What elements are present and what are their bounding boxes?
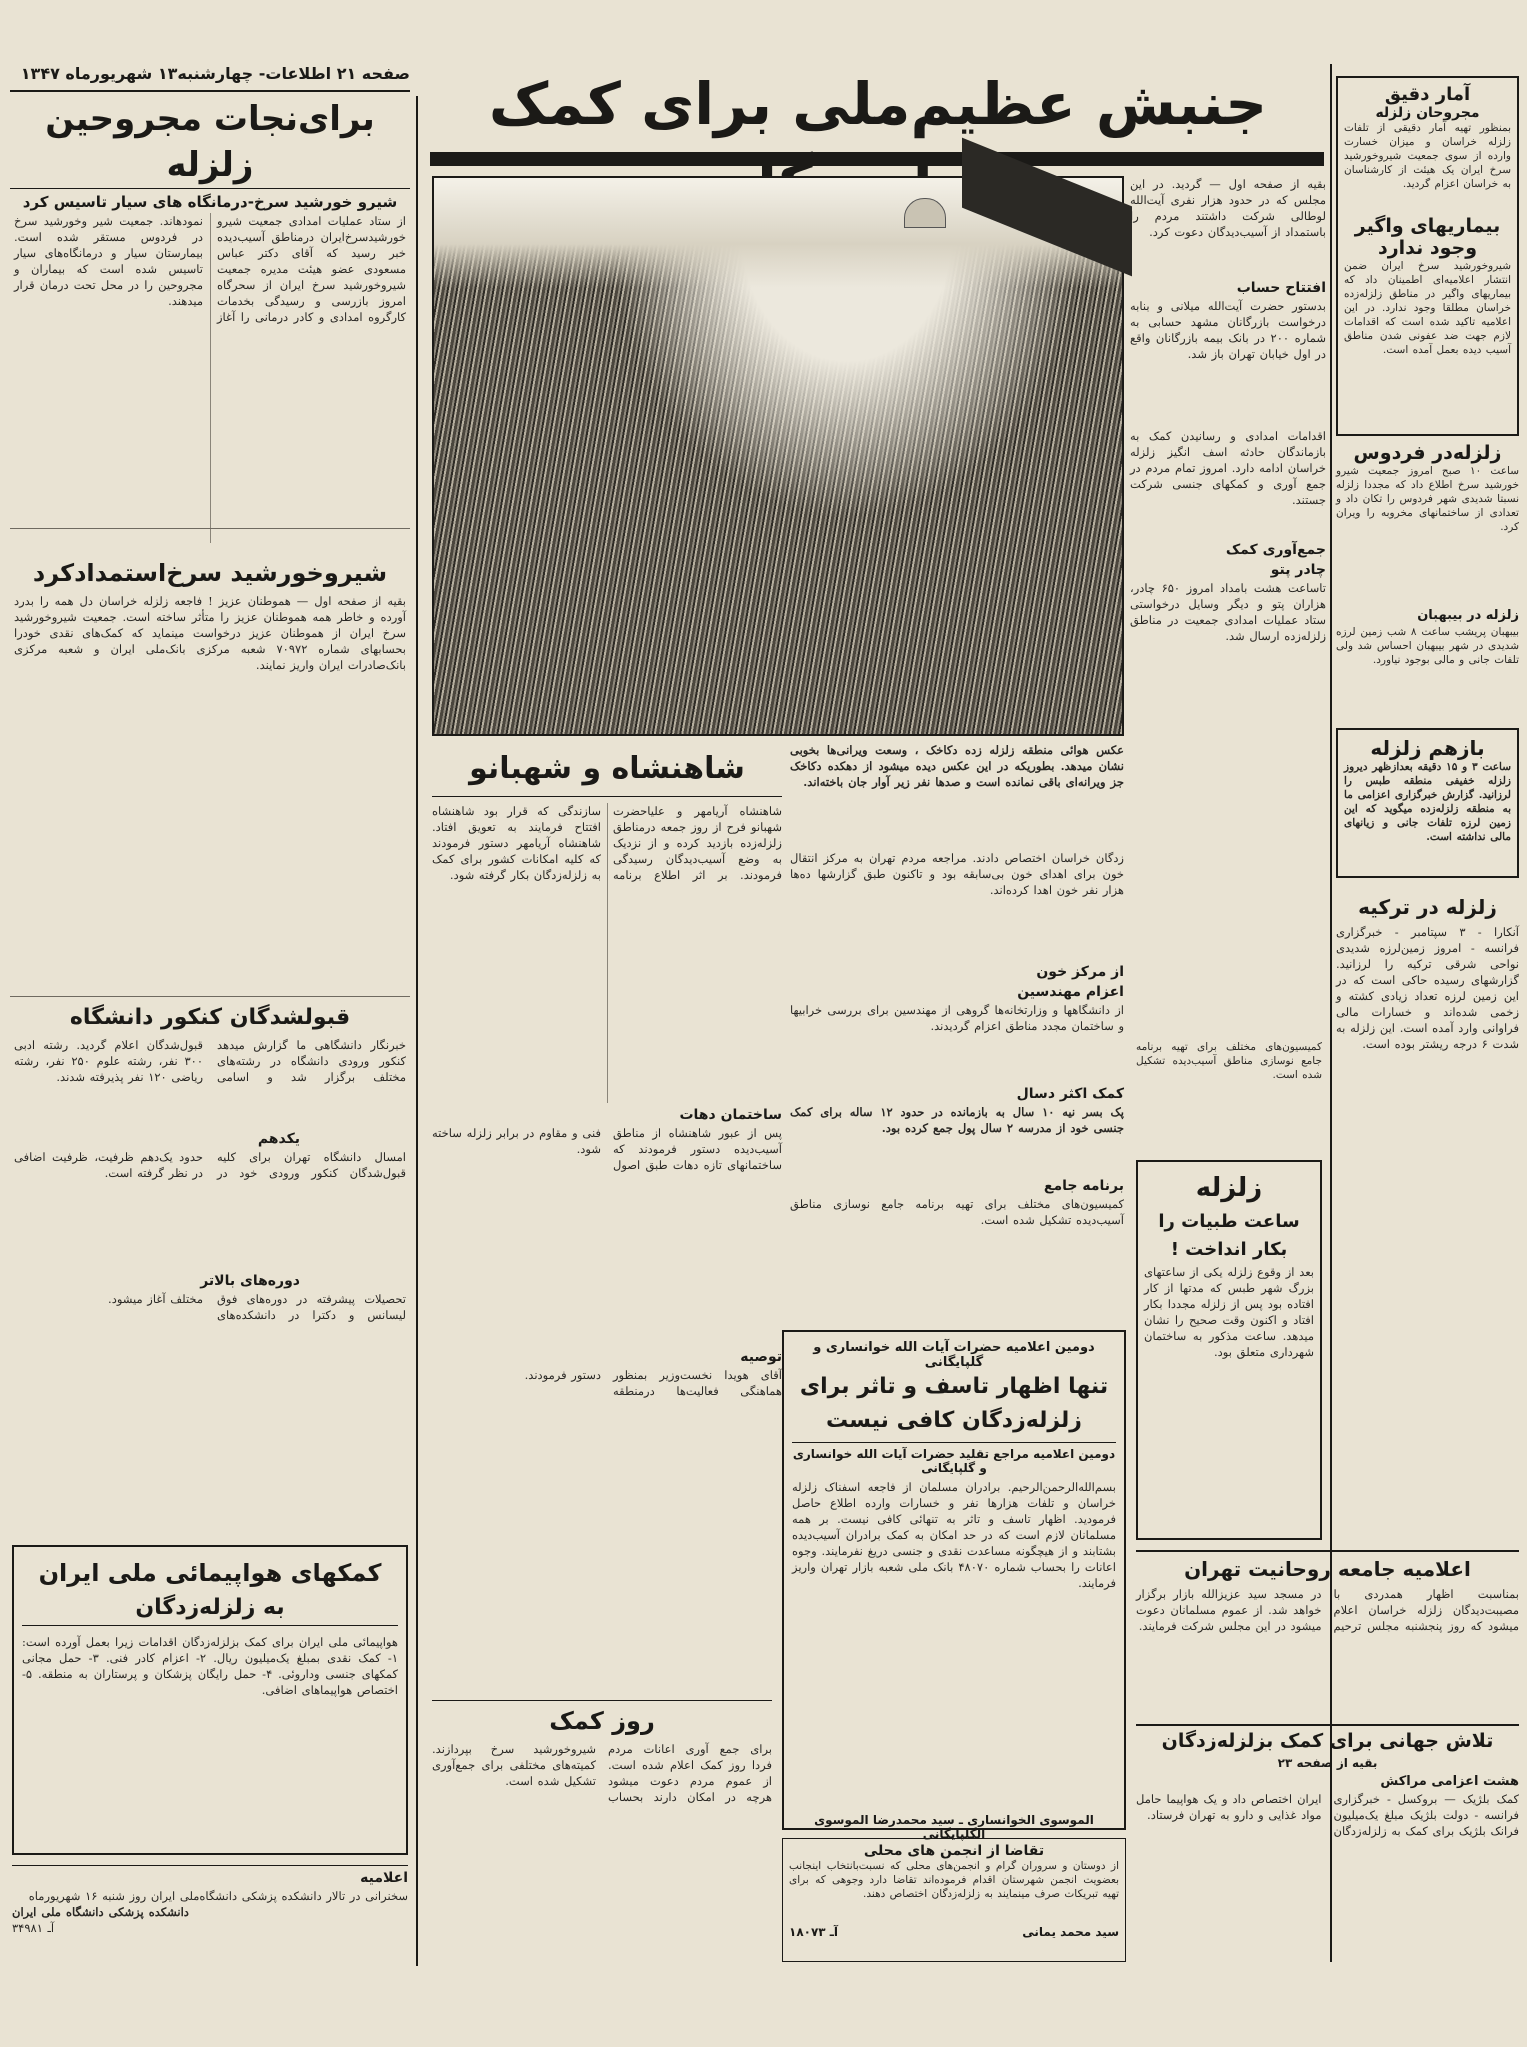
council-title: اعلامیه جامعه روحانیت تهران [1184, 1557, 1471, 1581]
turkey-body: آنکارا - ۳ سپتامبر - خبرگزاری فرانسه - امروز زمین‌لرزه شدیدی نواحی شرقی ترکیه را لرزانید. گزارشهای رسیده حاکی است که در این زمین لرزه تعداد زیادی کشته و زخمی شده‌اند و خسارات مالی فراوانی وارد آمده است. این زلزله به شدت ۶ درجه ریشتر بوده است. [1336, 925, 1519, 1051]
left-exam-title: قبولشدگان کنکور دانشگاه [69, 1005, 351, 1030]
middle-body: کمیسیون‌های مختلف برای تهیه برنامه جامع نوسازی مناطق آسیب‌دیده تشکیل شده است. [1136, 1041, 1322, 1081]
shah-body: شاهنشاه آریامهر و علیاحضرت شهبانو فرح از روز جمعه درمناطق زلزله‌زده بازدید کرده و از نزدیک به وضع آسیب‌دیدگان رسیدگی فرمودند. بر اثر اطلاع برنامه سازندگی که قرار بود شاهنشاه افتتاح فرمایند به تعویق افتاد. شاهنشاه آریامهر دستور فرمودند که کلیه امکانات کشور برای کمک به زلزله‌زدگان بکار گرفته شود. [432, 804, 782, 882]
stats-box [1336, 76, 1519, 436]
main-headline: جنبش عظیم‌ملی برای کمک [488, 70, 1268, 138]
middle-sub-heading: از مرکز خون [1036, 964, 1124, 980]
page-header-line [10, 64, 410, 92]
association-footer [789, 1925, 1119, 1939]
divider [10, 996, 410, 997]
help-day-body: برای جمع آوری اعانات مردم فردا روز کمک اعلام شده است. از عموم مردم دعوت میشود هرچه در امکان دارند بحساب شیروخورشید سرخ بپردازند. کمیته‌های مختلفی برای جمع‌آوری تشکیل شده است. [432, 1742, 772, 1804]
again-quake-box [1336, 728, 1519, 878]
left-sub-heading: دوره‌های بالاتر [200, 1273, 300, 1289]
middle-body: از دانشگاهها و وزارتخانه‌ها گروهی از مهندسین برای بررسی خرابیها و ساختمان مجدد مناطق اعزام گردیدند. [790, 1003, 1124, 1033]
middle-sub-heading: اعزام مهندسین [1017, 984, 1124, 1000]
page-info: صفحه ۲۱ اطلاعات- چهارشنبه۱۳ شهریورماه ۱۳۴۷ [20, 64, 410, 83]
association-notice [782, 1838, 1126, 1962]
airline-body: هواپیمائی ملی ایران برای کمک بزلزله‌زدگان اقدامات زیرا بعمل آورده است: ۱- کمک نقدی بمبلغ یک‌میلیون ریال. ۲- اعزام کادر فنی. ۳- حمل مجانی کمکهای جنسی وداروئی. ۴- حمل رایگان پزشکان و پرستاران به منطقه. ۵- اختصاص هواپیماهای اضافی. [22, 1635, 398, 1697]
left-lead-subtitle: شیرو خورشید سرخ-درمانگاه های سیار تاسیس کرد [22, 193, 398, 211]
middle-body: زدگان خراسان اختصاص دادند. مراجعه مردم تهران به مرکز انتقال خون برای اهدای خون بی‌سابقه بود و تاکنون طبق گزارشها ده‌ها هزار نفر خون اهدا کرده‌اند. [790, 851, 1124, 897]
headline-rule [430, 152, 1324, 166]
center-column [1130, 176, 1326, 1036]
shah-section [432, 742, 782, 1692]
global-aid [1136, 1724, 1519, 1962]
left-sub-body: امسال دانشگاه تهران برای کلیه قبول‌شدگان کنکور ورودی خود در حدود یک‌دهم ظرفیت، ظرفیت اضافی در نظر گرفته است. [14, 1150, 406, 1180]
left-bottom-notice [12, 1865, 408, 1965]
turkey-section [1336, 890, 1519, 1420]
epidemic-title-2: وجود ندارد [1377, 237, 1478, 259]
epidemic-body: شیروخورشید سرخ ایران ضمن انتشار اعلامیه‌ای اطمینان داد که بیماریهای واگیر در مناطق زلزله‌زده خراسان مطلقا وجود ندارد. در این اعلامیه تاکید شده است که اقدامات لازم جهت ضد عفونی شدن مناطق آسیب دیده بعمل آمده است. [1344, 260, 1511, 356]
global-title: تلاش جهانی برای کمک بزلزله‌زدگان [1161, 1730, 1494, 1752]
aerial-photo [432, 176, 1124, 736]
left-sub-heading: یکدهم [257, 1131, 300, 1147]
airline-title-2: به زلزله‌زدگان [22, 1591, 398, 1626]
clock-body: بعد از وقوع زلزله یکی از ساعتهای بزرگ شهر طبس که مدتها از کار افتاده بود پس از زلزله مجددا بکار افتاد و اکنون وقت صحیح را نشان میدهد. ساعت مذکور به ساختمان شهرداری متعلق بود. [1144, 1265, 1314, 1359]
turkey-title: زلزله در ترکیه [1358, 895, 1497, 919]
center-body: بدستور حضرت آیت‌الله میلانی و بنابه درخواست بازرگانان مشهد حسابی به شماره ۲۰۰ در بانک بیمه بازرگانان واقع در اول خیابان تهران باز شد. [1130, 299, 1326, 361]
stats-title: آمار دقیق [1384, 84, 1471, 105]
clergy-body: بسم‌الله‌الرحمن‌الرحیم. برادران مسلمان از فاجعه اسفناک زلزله خراسان و تلفات هزارها نفر و خسارات وارده اطلاع حاصل فرمودید. اظهار تاسف و تاثر به تنهائی کافی نیست. بر همه مسلمانان لازم است که در حد امکان به کمک برادران آسیب‌دیده بشتابند و از هیچگونه مساعدت نقدی و جنسی دریغ نفرمایند. وجوه اعانات را بحساب شماره ۴۸۰۷۰ بانک ملی شعبه بازار تهران واریز فرمایند. [792, 1480, 1116, 1590]
middle-lower-column [790, 850, 1124, 1320]
left-red-lion-title: شیروخورشید سرخ‌استمدادکرد [32, 559, 388, 587]
ferdous-title: زلزله‌در فردوس [1353, 442, 1502, 464]
shah-body-3: آقای هویدا نخست‌وزیر بمنظور هماهنگی فعالیت‌ها درمنطقه دستور فرمودند. [524, 1368, 782, 1398]
stats-body: بمنظور تهیه آمار دقیقی از تلفات زلزله خراسان و میزان خسارت وارده از سوی جمعیت شیروخورشید سرخ ایران یک هیئت از کارشناسان به خراسان اعزام گردید. [1344, 122, 1511, 190]
clock-box [1136, 1160, 1322, 1540]
global-subtitle: بقیه از صفحه ۲۳ [1277, 1756, 1378, 1770]
center-sub-heading: افتتاح حساب [1236, 280, 1326, 296]
clergy-council [1136, 1550, 1519, 1720]
help-day-title: روز کمک [549, 1707, 655, 1735]
bib-body: بیبهبان پریشب ساعت ۸ شب زمین لرزه شدیدی در شهر بیبهبان احساس شد ولی تلفات جانی و مالی بوجود نیاورد. [1336, 626, 1519, 666]
clergy-signature: الموسوی الخوانساری ـ سید محمدرضا الموسوی الگلپایگانی [814, 1813, 1094, 1841]
association-title: تقاضا از انجمن های محلی [863, 1843, 1045, 1859]
left-lead-body: از ستاد عملیات امدادی جمعیت شیرو خورشیدسرخ‌ایران درمناطق آسیب‌دیده خبر رسید که آقای دکتر عباس مسعودی عضو هیئت مدیره جمعیت شیروخورشید سرخ ایران از سحرگاه امروز بازرسی و رسیدگی بخدمات کارگروه امدادی و کادر درمانی را آغاز نمودهاند. جمعیت شیر وخورشید سرخ در فردوس مستقر شده است. بیمارستان سیار و درمانگاه‌های سیار تاسیس شده است که بیماران و مجروحین را در محل تحت درمان قرار میدهند. [14, 214, 406, 324]
stats-subtitle: مجروحان زلزله [1375, 105, 1480, 121]
help-day-column [432, 1700, 772, 1960]
left-notice-footer: دانشکده پزشکی دانشگاه ملی ایران [12, 1905, 189, 1919]
council-body: بمناسبت اظهار همدردی با مصیبت‌دیدگان زلزله خراسان اعلام میشود که روز پنجشنبه مجلس ترحیم در مسجد سید عزیزالله بازار برگزار خواهد شد. از عموم مسلمانان دعوت میشود در این مجلس شرکت فرمایند. [1136, 1587, 1519, 1633]
global-sub-heading: هشت اعزامی مراکش [1380, 1774, 1519, 1789]
center-intro: بقیه از صفحه اول — گردید. در این مجلس که در حدود هزار نفری آیت‌الله لوطالی شرکت داشتند مردم را باستمداد از آسیب‌دیدگان دعوت کرد. [1130, 177, 1326, 239]
column-divider [416, 96, 418, 1966]
middle-sub-heading: برنامه جامع [1043, 1178, 1124, 1194]
middle-body: کمیسیون‌های مختلف برای تهیه برنامه جامع نوسازی مناطق آسیب‌دیده تشکیل شده است. [790, 1197, 1124, 1227]
center-sub-heading: جمع‌آوری کمک [1225, 542, 1326, 558]
airline-aid-box [12, 1545, 408, 1855]
again-body: ساعت ۳ و ۱۵ دقیقه بعدازظهر دیروز زلزله خفیفی منطقه طبس را لرزانید. گزارش خبرگزاری اعزامی ما به منطقه زلزله‌زده میگوید که این زمین لرزه تلفات جانی و زیانهای مالی نداشته است. [1344, 761, 1511, 843]
clock-title: زلزله [1195, 1173, 1263, 1203]
clergy-announcement [782, 1330, 1126, 1841]
ferdous-body: ساعت ۱۰ صبح امروز جمعیت شیرو خورشید سرخ اطلاع داد که مجددا زلزله نسبتا شدیدی شهر فردوس را تکان داد و تعدادی از ساختمانهای مخروبه را ویران کرد. [1336, 465, 1519, 533]
middle-body: پک بسر نیه ۱۰ سال به بازمانده در حدود ۱۲ ساله برای کمک جنسی خود از مدرسه ۲ سال پول جمع کرده بود. [790, 1105, 1124, 1135]
shah-sub-heading: ساختمان دهات [679, 1107, 782, 1123]
left-sub-body: تحصیلات پیشرفته در دوره‌های فوق لیسانس و دکترا در دانشکده‌های مختلف آغاز میشود. [108, 1292, 406, 1322]
photo-caption: عکس هوائی منطقه زلزله زده دکاخک ، وسعت ویرانی‌ها بخوبی نشان میدهد. بطوریکه در این عکس دیده میشود از دهکده دکاخک جز ویرانه‌ای باقی نمانده است و صدها نفر زیر آوار جان باخته‌اند. [790, 743, 1124, 789]
association-body: از دوستان و سروران گرام و انجمن‌های محلی که نسبت‌بانتخاب اینجانب بعضویت انجمن شهرستان اقدام فرموده‌اند تقاضا دارد وجوهی که برای تهیه تبریکات صرف مینمایند به زلزله‌زدگان اختصاص دهند. [789, 1860, 1119, 1900]
clergy-subtitle: دومین اعلامیه مراجع تقلید حضرات آیات الله خوانساری و گلپایگانی [792, 1447, 1116, 1475]
left-exam-body: خبرنگار دانشگاهی ما گزارش میدهد کنکور ورودی دانشگاه در رشته‌های مختلف برگزار شد و اسامی قبول‌شدگان اعلام گردید. رشته ادبی ۳۰۰ نفر، رشته علوم ۲۵۰ نفر، رشته ریاضی ۱۲۰ نفر پذیرفته شدند. [14, 1038, 406, 1084]
center-body: اقدامات امدادی و رسانیدن کمک به بازماندگان حادثه اسف انگیز زلزله خراسان ادامه دارد. امروز تمام مردم در جمع آوری و کمکهای جنسی شرکت جستند. [1130, 429, 1326, 507]
photo-shrine [904, 198, 946, 228]
center-body: تاساعت هشت بامداد امروز ۶۵۰ چادر، هزاران پتو و دیگر وسایل درخواستی ستاد عملیات امدادی جمعیت در مناطق زلزله‌زده ارسال شد. [1130, 581, 1327, 643]
bib-title: زلزله در بیبهبان [1417, 608, 1519, 623]
ad-code: آـ ۱۸۰۷۳ [789, 1925, 839, 1939]
left-red-lion-body: بقیه از صفحه اول — هموطنان عزیز ! فاجعه زلزله خراسان دل همه را بدرد آورده و خاطر همه هموطنان عزیز را متأثر ساخته است. جمعیت شیروخورشید سرخ ایران از هموطنان عزیز درخواست مینماید که کمک‌های نقدی خودرا بحسابهای شماره ۷۰۹۷۲ شعبه مرکزی بانک‌ملی ایران و شعبه مرکزی بانک‌صادرات ایران واریز نمایند. [14, 594, 406, 672]
epidemic-title: بیماریهای واگیر [1354, 215, 1501, 237]
right-column-news [1336, 442, 1519, 722]
shah-sub-heading: توصیه [740, 1349, 782, 1365]
global-body: کمک بلژیک — بروکسل - خبرگزاری فرانسه - دولت بلژیک مبلغ یک‌میلیون فرانک بلژیک برای کمک به زلزله‌زدگان ایران اختصاص داد و یک هواپیما حامل مواد غذایی و دارو به تهران فرستاد. [1136, 1792, 1519, 1838]
left-notice-title: اعلامیه [360, 1870, 408, 1886]
middle-sub-heading: کمک اکثر دسال [1016, 1086, 1124, 1102]
clock-subtitle: ساعت طبیات را بکار انداخت ! [1158, 1211, 1300, 1260]
center-sub-heading: چادر پتو [1270, 562, 1326, 578]
shah-body-2: پس از عبور شاهنشاه از مناطق آسیب‌دیده دستور فرمودند که ساختمانهای تازه دهات طبق اصول فنی و مقاوم در برابر زلزله ساخته شود. [432, 1126, 782, 1172]
clergy-title: تنها اظهار تاسف و تاثر برای زلزله‌زدگان کافی نیست [792, 1370, 1116, 1443]
shah-title: شاهنشاه و شهبانو [432, 742, 782, 797]
airline-title: کمکهای هواپیمائی ملی ایران [38, 1559, 382, 1587]
clergy-top-line: دومین اعلامیه حضرات آیات الله خوانساری و گلپایگانی [813, 1340, 1095, 1370]
association-signature: سید محمد یمانی [1022, 1925, 1119, 1939]
left-lead-title: برای‌نجات مجروحین زلزله [10, 96, 410, 189]
left-notice-body: سخنرانی در تالار دانشکده پزشکی دانشگاه‌ملی ایران روز شنبه ۱۶ شهریورماه [28, 1889, 408, 1903]
right-lower-column [1136, 1040, 1322, 1152]
ad-code: آـ ۳۴۹۸۱ [12, 1921, 55, 1935]
again-title: بازهم زلزله [1370, 736, 1485, 760]
divider [10, 528, 410, 529]
